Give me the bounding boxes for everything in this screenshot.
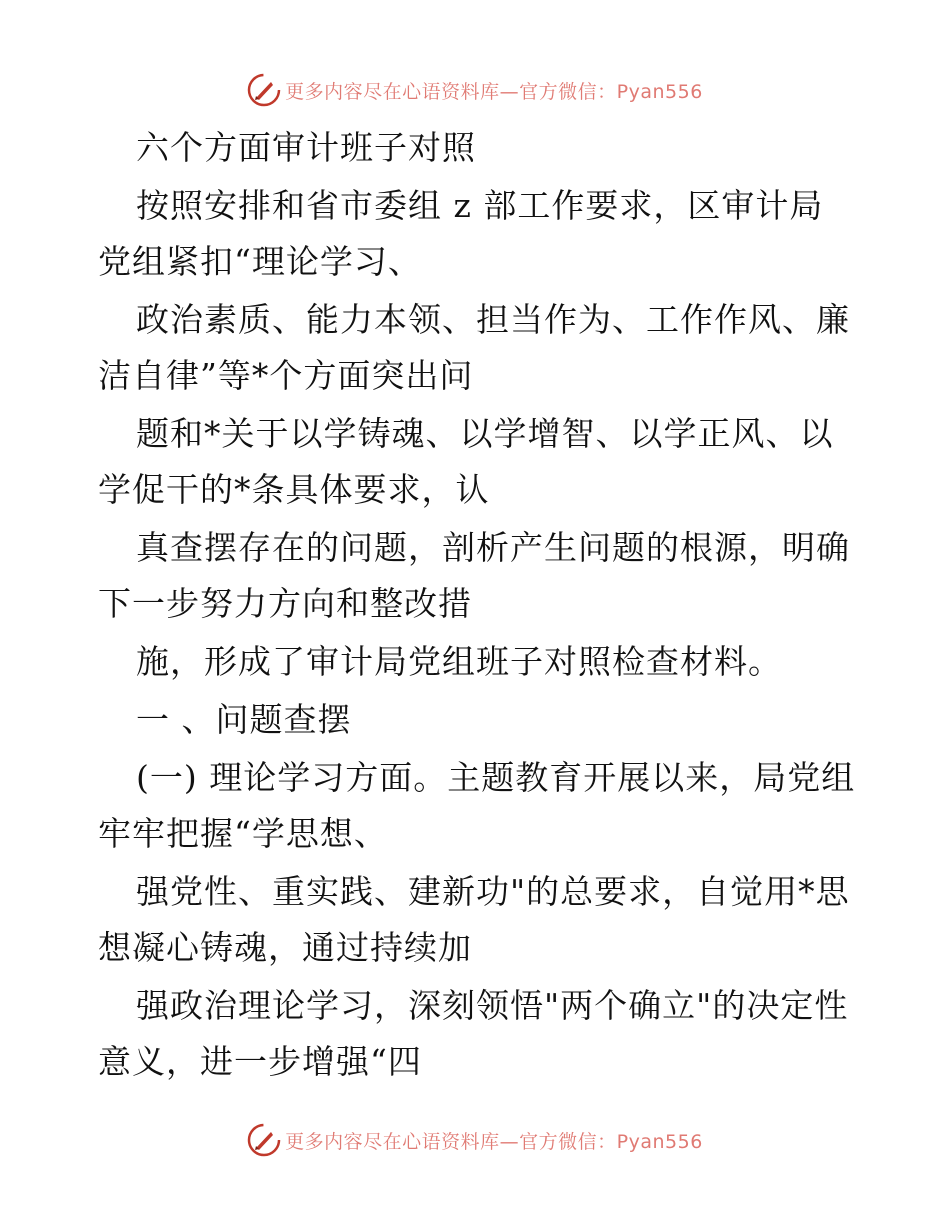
header-watermark (0, 70, 950, 110)
text-line: 题和*关于以学铸魂、以学增智、以学正风、以 (136, 414, 834, 453)
text-line: 政治素质、能力本领、担当作为、工作作风、廉 (136, 300, 850, 339)
text-line: 意义，进一步增强“四 (98, 1042, 422, 1081)
text-line: 洁自律”等*个方面突出问 (98, 356, 474, 395)
text-line: 牢牢把握“学思想、 (98, 814, 388, 853)
watermark-text: 更多内容尽在心语资料库—官方微信：Pyan556 (285, 80, 703, 103)
text-line: (一) 理论学习方面。主题教育开展以来，局党组 (136, 758, 856, 797)
text-line: 强政治理论学习，深刻领悟"两个确立"的决定性 (136, 986, 849, 1025)
text-line: 按照安排和省市委组 z 部工作要求，区审计局 (136, 186, 824, 225)
section-heading: 一 、问题查摆 (136, 700, 352, 739)
text-line: 下一步努力方向和整改措 (98, 584, 472, 623)
footer-watermark (0, 1120, 950, 1160)
doc-title: 六个方面审计班子对照 (136, 128, 476, 167)
text-line: 党组紧扣“理论学习、 (98, 242, 422, 281)
text-line: 学促干的*条具体要求，认 (98, 470, 490, 509)
text-line: 强党性、重实践、建新功"的总要求，自觉用*思 (136, 872, 850, 911)
text-line: 施，形成了审计局党组班子对照检查材料。 (136, 642, 782, 681)
text-line: 想凝心铸魂，通过持续加 (98, 928, 472, 967)
quill-logo-icon (247, 1123, 281, 1157)
quill-logo-icon (247, 73, 281, 107)
text-line: 真查摆存在的问题，剖析产生问题的根源，明确 (136, 528, 850, 567)
watermark-text: 更多内容尽在心语资料库—官方微信：Pyan556 (285, 1130, 703, 1153)
